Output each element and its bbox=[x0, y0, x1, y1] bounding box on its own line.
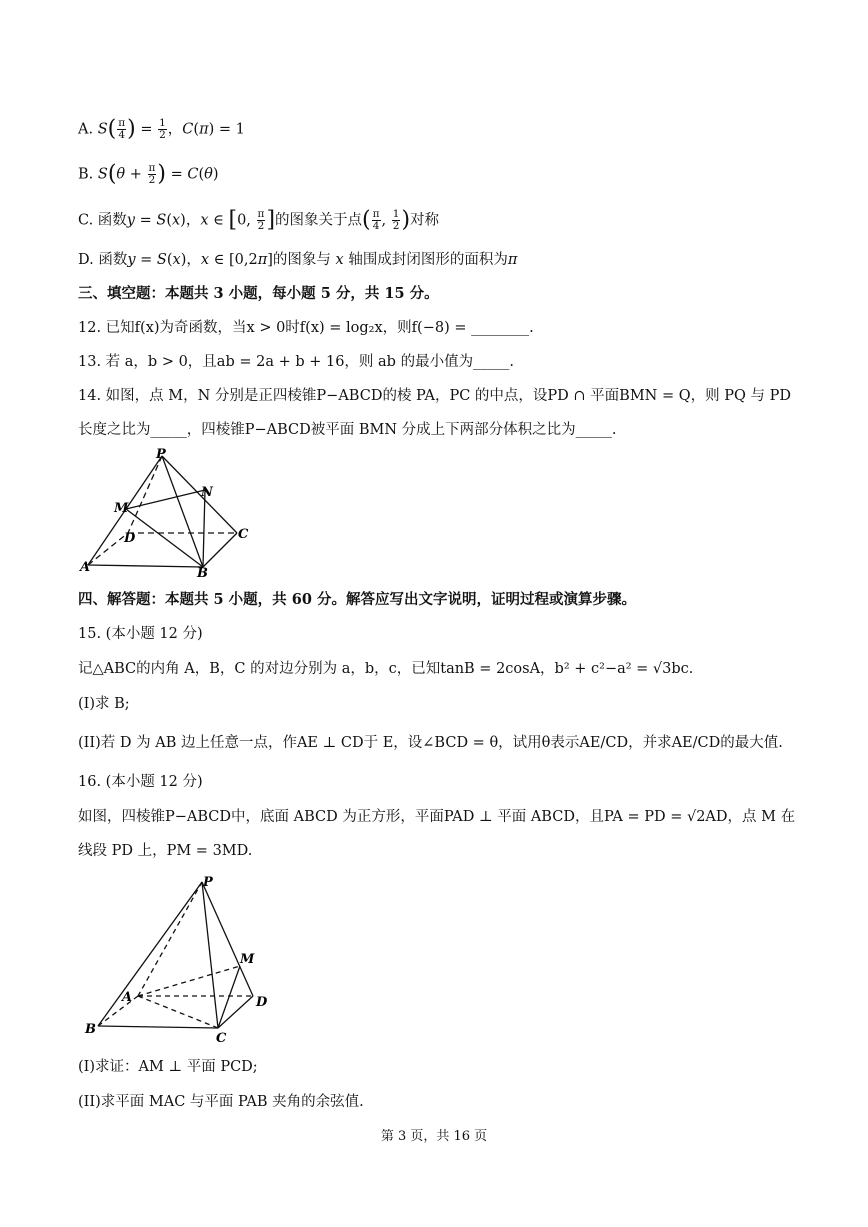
option-a: A. S( $\frac{\pi}{4}$ ) = $\frac{1}{2}$ ，C(π) = 1 bbox=[78, 116, 245, 142]
label-n: N bbox=[201, 485, 213, 500]
question-14-line-2: 长度之比为_____，四棱锥P−ABCD被平面 BMN 分成上下两部分体积之比为_____. bbox=[78, 422, 617, 438]
label-m: M bbox=[240, 952, 255, 967]
label-b: B bbox=[85, 1022, 96, 1037]
label-d: D bbox=[124, 531, 136, 546]
label-m: M bbox=[114, 501, 129, 516]
question-15-body: 记△ABC的内角 A，B，C 的对边分别为 a，b，c，已知tanB = 2cosA，b² + c²−a² = √3bc. bbox=[78, 661, 694, 677]
label-c: C bbox=[238, 527, 249, 542]
label-a: A bbox=[80, 560, 91, 575]
label-d: D bbox=[256, 995, 268, 1010]
question-16-head: 16. (本小题 12 分) bbox=[78, 774, 203, 790]
question-16-body-2: 线段 PD 上，PM = 3MD. bbox=[78, 843, 253, 859]
question-14-line-1: 14. 如图，点 M，N 分别是正四棱锥P−ABCD的棱 PA，PC 的中点，设PD ∩ 平面BMN = Q，则 PQ 与 PD bbox=[78, 388, 791, 404]
question-12: 12. 已知f(x)为奇函数，当x > 0时f(x) = log₂x，则f(−8) = ________. bbox=[78, 320, 534, 336]
question-16-body-1: 如图，四棱锥P−ABCD中，底面 ABCD 为正方形，平面PAD ⊥ 平面 ABCD，且PA = PD = √2AD，点 M 在 bbox=[78, 809, 796, 825]
label-c: C bbox=[216, 1031, 227, 1046]
figure-pyramid-2 bbox=[82, 870, 282, 1050]
question-15-part-1: (I)求 B; bbox=[78, 696, 130, 712]
option-c: C. 函数y = S(x)，x ∈ [0, $\frac{\pi}{2}$ ]的图象关于点( $\frac{\pi}{4}$ , $\frac{1}{2}$ )对称 bbox=[78, 207, 440, 233]
option-d: D. 函数y = S(x)，x ∈ [0,2π]的图象与 x 轴围成封闭图形的面积为π bbox=[78, 252, 518, 268]
question-16-part-2: (II)求平面 MAC 与平面 PAB 夹角的余弦值. bbox=[78, 1094, 364, 1110]
question-16-part-1: (I)求证：AM ⊥ 平面 PCD; bbox=[78, 1059, 258, 1075]
question-15-head: 15. (本小题 12 分) bbox=[78, 626, 203, 642]
label-p: P bbox=[156, 447, 166, 462]
section-4-title: 四、解答题：本题共 5 小题，共 60 分。解答应写出文字说明，证明过程或演算步骤。 bbox=[78, 591, 636, 608]
label-p: P bbox=[203, 875, 213, 890]
section-3-title: 三、填空题：本题共 3 小题，每小题 5 分，共 15 分。 bbox=[78, 285, 439, 302]
question-15-part-2: (II)若 D 为 AB 边上任意一点，作AE ⊥ CD于 E，设∠BCD = θ，试用θ表示AE/CD，并求AE/CD的最大值. bbox=[78, 735, 783, 751]
figure-pyramid-1 bbox=[78, 445, 268, 580]
option-b: B. S(θ + $\frac{\pi}{2}$ ) = C(θ) bbox=[78, 161, 219, 187]
label-b: B bbox=[197, 566, 208, 580]
page-footer: 第 3 页，共 16 页 bbox=[380, 1129, 488, 1144]
question-13: 13. 若 a，b > 0，且ab = 2a + b + 16，则 ab 的最小值为_____. bbox=[78, 354, 514, 370]
label-a: A bbox=[122, 990, 133, 1005]
